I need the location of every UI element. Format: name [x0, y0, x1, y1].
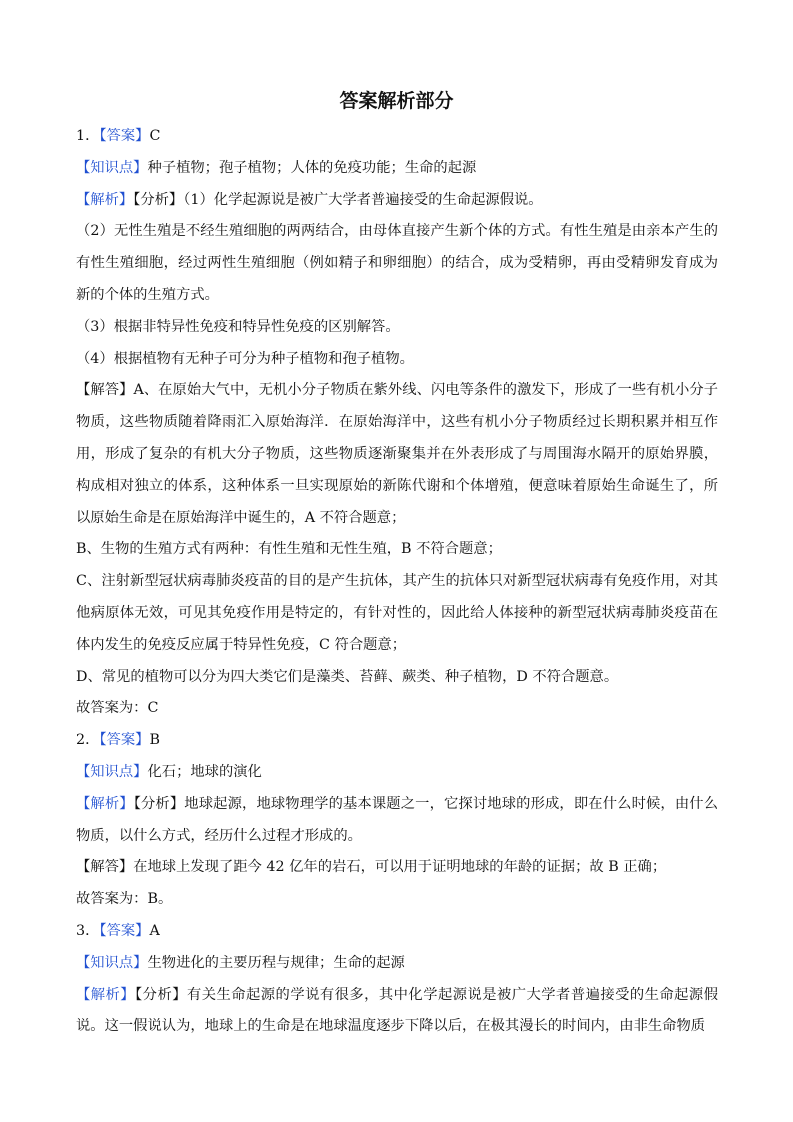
q3-kp: 生物进化的主要历程与规律；生命的起源 [147, 954, 405, 971]
q2-answer-tag: 【答案】 [99, 732, 150, 749]
q1-fx1: （1）化学起源说是被广大学者普遍接受的生命起源假说。 [183, 191, 543, 208]
q1-jd-a: A、在原始大气中，无机小分子物质在紫外线、闪电等条件的激发下，形成了一些有机小分子物质，这些物质随着降雨汇入原始海洋．在原始海洋中，这些有机小分子物质经过长期积累并相互作用，形成了复杂的有机大分子物质，这些物质逐渐聚集并在外表形成了与周围海水隔开的原始界膜，构成相对独立的体系，这种体系一旦实现原始的新陈代谢和个体增殖，便意味着原始生命诞生了，所以原始生命是在原始海洋中诞生的，A 不符合题意； [76, 382, 719, 526]
q2-jd: 在地球上发现了距今 42 亿年的岩石，可以用于证明地球的年龄的证据；故 B 正确； [133, 859, 667, 876]
q1-answer-tag: 【答案】 [99, 128, 150, 144]
q1-solution-a [76, 375, 718, 534]
q2-kp-tag: 【知识点】 [76, 763, 148, 780]
q2-jd-tag: 【解答】 [76, 859, 134, 876]
q1-final: 故答案为：C [76, 700, 159, 717]
q1-jd-c: C、注射新型冠状病毒肺炎疫苗的目的是产生抗体，其产生的抗体只对新型冠状病毒有免疫作用，对其他病原体无效，可见其免疫作用是特定的，有针对性的，因此给人体接种的新型冠状病毒肺炎疫苗在体内发生的免疫反应属于特异性免疫，C 符合题意； [76, 573, 718, 653]
q2-final: 故答案为：B。 [76, 891, 173, 908]
q1-fx2: （2）无性生殖是不经生殖细胞的两两结合，由母体直接产生新个体的方式。有性生殖是由亲本产生的有性生殖细胞，经过两性生殖细胞（例如精子和卵细胞）的结合，成为受精卵，再由受精卵发育成为新的个体的生殖方式。 [76, 223, 718, 303]
q1-knowledge-line [76, 153, 718, 185]
q1-number: 1． [76, 128, 100, 144]
q1-analysis-line [76, 185, 718, 217]
q2-kp: 化石；地球的演化 [147, 763, 262, 780]
q3-analysis [76, 980, 718, 1044]
q2-jx-tag: 【解析】 [76, 795, 134, 812]
q1-fx3: （3）根据非特异性免疫和特异性免疫的区别解答。 [76, 318, 400, 335]
q3-fx-tag: 【分析】 [135, 986, 187, 1003]
q1-jd-tag: 【解答】 [76, 382, 134, 399]
q2-fx-tag: 【分析】 [133, 795, 185, 812]
q2-fx: 地球起源，地球物理学的基本课题之一，它探讨地球的形成，即在什么时候，由什么物质，以什么方式，经历什么过程才形成的。 [76, 795, 719, 844]
q2-number: 2． [76, 732, 100, 749]
q2-answer: B [149, 732, 160, 749]
q2-answer-line [76, 725, 718, 757]
q1-fx-tag: 【分析】 [133, 191, 184, 208]
q3-fx: 有关生命起源的学说有很多，其中化学起源说是被广大学者普遍接受的生命起源假说。这一假说认为，地球上的生命是在地球温度逐步下降以后，在极其漫长的时间内，由非生命物质 [76, 986, 718, 1035]
q2-solution [76, 852, 718, 884]
q1-fx4: （4）根据植物有无种子可分为种子植物和孢子植物。 [76, 350, 414, 367]
q3-knowledge-line [76, 948, 718, 980]
q1-kp-tag: 【知识点】 [76, 159, 148, 176]
q2-analysis [76, 789, 718, 853]
q1-jd-d: D、常见的植物可以分为四大类它们是藻类、苔藓、蕨类、种子植物，D 不符合题意。 [76, 668, 619, 685]
q3-jx-tag: 【解析】 [76, 986, 136, 1003]
q3-number: 3． [76, 922, 100, 939]
q1-jx-tag: 【解析】 [76, 191, 134, 208]
q1-answer-line [76, 121, 718, 153]
q1-answer: C [149, 128, 161, 144]
q1-jd-b: B、生物的生殖方式有两种：有性生殖和无性生殖，B 不符合题意； [76, 541, 502, 558]
q3-answer-line [76, 916, 718, 948]
q3-answer: A [149, 922, 160, 939]
q3-answer-tag: 【答案】 [99, 922, 150, 939]
q1-kp: 种子植物；孢子植物；人体的免疫功能；生命的起源 [147, 159, 477, 176]
q2-knowledge-line [76, 757, 718, 789]
answer-content [76, 121, 718, 1043]
page-title: 答案解析部分 [339, 90, 454, 112]
q3-kp-tag: 【知识点】 [76, 954, 148, 971]
